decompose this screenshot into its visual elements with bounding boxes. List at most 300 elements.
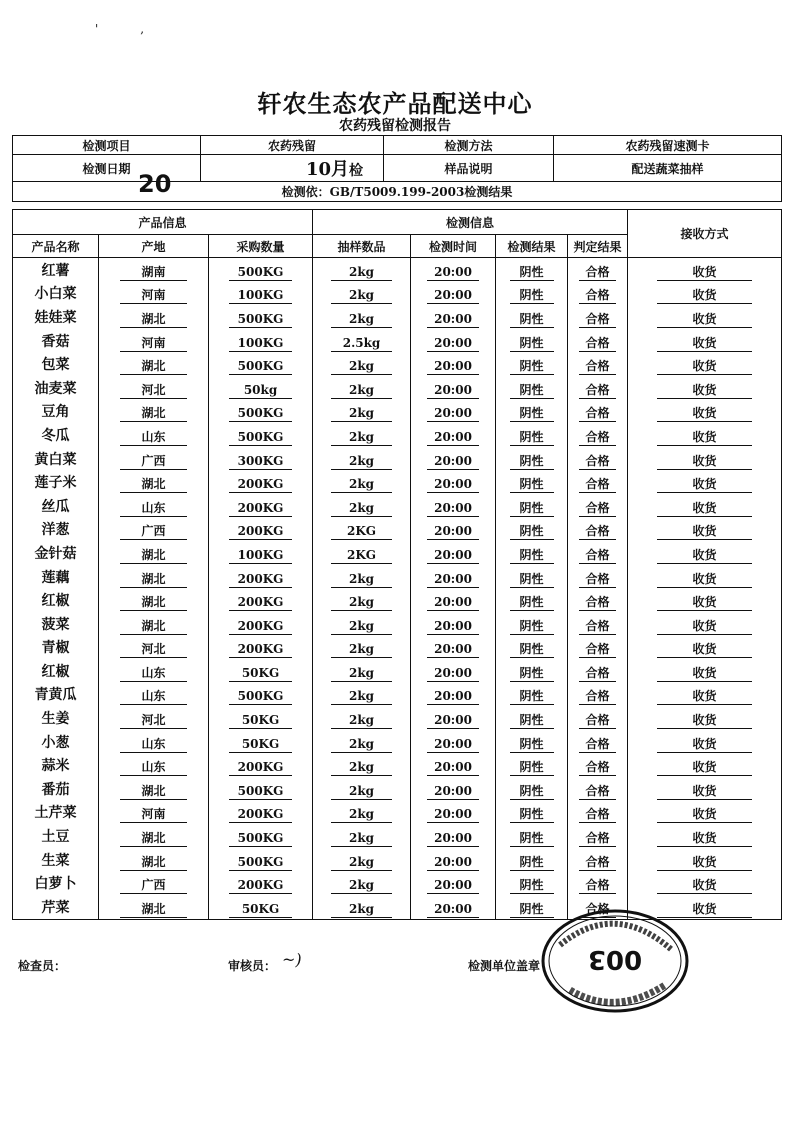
row-test-time — [411, 352, 496, 376]
row-judgement — [568, 305, 628, 329]
row-receive-text: 收货 — [657, 731, 752, 753]
results-table — [12, 209, 782, 920]
row-judgement-text: 合格 — [579, 589, 616, 611]
row-judgement — [568, 565, 628, 589]
row-result — [496, 683, 568, 707]
row-origin — [99, 305, 209, 329]
row-result-text: 阴性 — [510, 566, 554, 588]
row-origin-text: 山东 — [120, 424, 188, 446]
table-row — [13, 305, 782, 329]
row-sample-text: 2kg — [331, 683, 391, 705]
row-receive — [628, 636, 782, 660]
row-result-text: 阴性 — [510, 801, 554, 823]
row-quantity — [209, 871, 313, 895]
row-judgement-text: 合格 — [579, 613, 616, 635]
row-origin-text: 湖北 — [120, 471, 188, 493]
row-sample-text: 2kg — [331, 306, 391, 328]
row-judgement — [568, 470, 628, 494]
row-origin — [99, 706, 209, 730]
row-test-time-text: 20:00 — [427, 542, 479, 564]
row-sample-text: 2kg — [331, 259, 391, 281]
row-test-time — [411, 518, 496, 542]
row-result — [496, 518, 568, 542]
row-receive — [628, 683, 782, 707]
row-sample — [313, 494, 411, 518]
row-judgement — [568, 612, 628, 636]
table-row — [13, 636, 782, 660]
row-origin-text: 广西 — [120, 518, 188, 540]
row-result — [496, 612, 568, 636]
row-sample-text: 2kg — [331, 282, 391, 304]
row-judgement-text: 合格 — [579, 471, 616, 493]
row-judgement-text: 合格 — [579, 683, 616, 705]
group-receive-method: 接收方式 — [628, 210, 782, 258]
row-quantity-text: 500KG — [229, 849, 293, 871]
row-test-time — [411, 541, 496, 565]
row-test-time-text: 20:00 — [427, 330, 479, 352]
seal-number: 003 — [587, 944, 643, 974]
row-test-time-text: 20:00 — [427, 613, 479, 635]
row-judgement — [568, 258, 628, 282]
row-quantity-text: 100KG — [229, 282, 293, 304]
row-judgement-text: 合格 — [579, 731, 616, 753]
row-origin-text: 湖北 — [120, 353, 188, 375]
table-row — [13, 470, 782, 494]
row-sample-text: 2.5kg — [331, 330, 391, 352]
row-product-name: 青椒 — [13, 636, 99, 660]
row-quantity-text: 300KG — [229, 448, 293, 470]
row-result-text: 阴性 — [510, 471, 554, 493]
row-judgement — [568, 777, 628, 801]
row-judgement — [568, 400, 628, 424]
table-row — [13, 447, 782, 471]
row-quantity-text: 500KG — [229, 778, 293, 800]
row-judgement-text: 合格 — [579, 660, 616, 682]
row-receive-text: 收货 — [657, 424, 752, 446]
row-receive-text: 收货 — [657, 448, 752, 470]
row-quantity-text: 500KG — [229, 259, 293, 281]
row-test-time — [411, 305, 496, 329]
row-judgement — [568, 824, 628, 848]
row-receive — [628, 730, 782, 754]
row-quantity-text: 200KG — [229, 566, 293, 588]
row-sample — [313, 352, 411, 376]
col-header-judgement: 判定结果 — [568, 235, 628, 258]
row-origin — [99, 470, 209, 494]
row-quantity-text: 50KG — [229, 896, 293, 918]
reviewer-label: 审核员： — [228, 959, 277, 973]
row-origin — [99, 777, 209, 801]
test-basis: 检测依：GB/T5009.199-2003检测结果 — [13, 182, 782, 202]
row-origin-text: 山东 — [120, 683, 188, 705]
date-value — [201, 155, 384, 182]
row-result-text: 阴性 — [510, 872, 554, 894]
row-receive — [628, 376, 782, 400]
row-quantity-text: 50KG — [229, 731, 293, 753]
row-test-time-text: 20:00 — [427, 518, 479, 540]
row-product-name: 黄白菜 — [13, 447, 99, 471]
row-receive-text: 收货 — [657, 306, 752, 328]
row-judgement-text: 合格 — [579, 377, 616, 399]
table-row — [13, 352, 782, 376]
row-quantity-text: 200KG — [229, 471, 293, 493]
handwritten-year: 20 — [138, 170, 172, 198]
row-receive-text: 收货 — [657, 377, 752, 399]
row-receive-text: 收货 — [657, 613, 752, 635]
table-row — [13, 730, 782, 754]
row-product-name: 包菜 — [13, 352, 99, 376]
row-test-time — [411, 423, 496, 447]
row-receive-text: 收货 — [657, 400, 752, 422]
row-result-text: 阴性 — [510, 400, 554, 422]
row-quantity-text: 100KG — [229, 542, 293, 564]
row-result-text: 阴性 — [510, 589, 554, 611]
row-judgement — [568, 376, 628, 400]
row-result-text: 阴性 — [510, 754, 554, 776]
row-quantity-text: 500KG — [229, 683, 293, 705]
row-quantity — [209, 730, 313, 754]
row-quantity — [209, 258, 313, 282]
row-product-name: 莲藕 — [13, 565, 99, 589]
row-receive — [628, 565, 782, 589]
row-sample-text: 2kg — [331, 377, 391, 399]
row-test-time-text: 20:00 — [427, 778, 479, 800]
row-receive — [628, 352, 782, 376]
row-origin-text: 山东 — [120, 660, 188, 682]
row-result-text: 阴性 — [510, 896, 554, 918]
row-product-name: 小白菜 — [13, 282, 99, 306]
row-quantity — [209, 565, 313, 589]
row-receive-text: 收货 — [657, 707, 752, 729]
row-quantity — [209, 400, 313, 424]
row-judgement-text: 合格 — [579, 448, 616, 470]
row-origin-text: 河北 — [120, 377, 188, 399]
row-origin-text: 湖北 — [120, 613, 188, 635]
row-receive-text: 收货 — [657, 849, 752, 871]
row-receive — [628, 518, 782, 542]
row-origin — [99, 282, 209, 306]
row-result-text: 阴性 — [510, 424, 554, 446]
row-judgement-text: 合格 — [579, 353, 616, 375]
row-quantity — [209, 683, 313, 707]
row-quantity — [209, 447, 313, 471]
row-judgement-text: 合格 — [579, 282, 616, 304]
row-test-time-text: 20:00 — [427, 353, 479, 375]
row-judgement — [568, 541, 628, 565]
row-origin-text: 湖北 — [120, 542, 188, 564]
row-receive — [628, 329, 782, 353]
row-sample-text: 2kg — [331, 778, 391, 800]
row-sample-text: 2kg — [331, 801, 391, 823]
row-sample — [313, 706, 411, 730]
row-sample — [313, 824, 411, 848]
row-judgement — [568, 518, 628, 542]
row-result-text: 阴性 — [510, 377, 554, 399]
row-origin-text: 广西 — [120, 448, 188, 470]
row-quantity — [209, 518, 313, 542]
row-quantity — [209, 801, 313, 825]
scan-specks: ' , — [95, 22, 145, 36]
row-origin — [99, 352, 209, 376]
row-product-name: 青黄瓜 — [13, 683, 99, 707]
row-test-time-text: 20:00 — [427, 282, 479, 304]
row-sample — [313, 612, 411, 636]
row-receive — [628, 400, 782, 424]
row-test-time — [411, 824, 496, 848]
row-sample-text: 2kg — [331, 636, 391, 658]
row-receive — [628, 305, 782, 329]
table-row — [13, 871, 782, 895]
row-judgement — [568, 730, 628, 754]
row-judgement-text: 合格 — [579, 801, 616, 823]
row-product-name: 莲子米 — [13, 470, 99, 494]
row-test-time-text: 20:00 — [427, 377, 479, 399]
date-month: 10月 — [305, 159, 349, 180]
row-receive-text: 收货 — [657, 825, 752, 847]
row-judgement — [568, 659, 628, 683]
row-quantity — [209, 848, 313, 872]
row-test-time — [411, 470, 496, 494]
row-origin — [99, 683, 209, 707]
row-sample — [313, 541, 411, 565]
row-receive — [628, 470, 782, 494]
row-quantity-text: 50kg — [229, 377, 293, 399]
row-origin — [99, 518, 209, 542]
row-receive-text: 收货 — [657, 471, 752, 493]
row-judgement — [568, 447, 628, 471]
row-result — [496, 541, 568, 565]
row-quantity — [209, 636, 313, 660]
row-test-time-text: 20:00 — [427, 872, 479, 894]
row-judgement-text: 合格 — [579, 424, 616, 446]
row-result — [496, 706, 568, 730]
table-row — [13, 541, 782, 565]
table-row — [13, 706, 782, 730]
row-test-time-text: 20:00 — [427, 424, 479, 446]
col-header-quantity: 采购数量 — [209, 235, 313, 258]
row-origin-text: 河北 — [120, 636, 188, 658]
col-header-name: 产品名称 — [13, 235, 99, 258]
row-test-time — [411, 447, 496, 471]
row-test-time — [411, 612, 496, 636]
row-sample-text: 2kg — [331, 613, 391, 635]
row-judgement — [568, 706, 628, 730]
row-result — [496, 282, 568, 306]
row-quantity — [209, 376, 313, 400]
row-product-name: 蒜米 — [13, 753, 99, 777]
row-origin — [99, 848, 209, 872]
row-receive-text: 收货 — [657, 330, 752, 352]
row-sample-text: 2kg — [331, 660, 391, 682]
unit-stamp-label: 检测单位盖章 — [468, 959, 541, 973]
row-judgement-text: 合格 — [579, 825, 616, 847]
row-sample-text: 2kg — [331, 754, 391, 776]
row-test-time-text: 20:00 — [427, 448, 479, 470]
row-judgement — [568, 871, 628, 895]
row-test-time-text: 20:00 — [427, 825, 479, 847]
row-product-name: 豆角 — [13, 400, 99, 424]
row-result — [496, 871, 568, 895]
row-judgement-text: 合格 — [579, 518, 616, 540]
row-origin — [99, 376, 209, 400]
group-product-info: 产品信息 — [13, 210, 313, 235]
row-product-name: 洋葱 — [13, 518, 99, 542]
inspector-label: 检查员： — [18, 959, 67, 973]
row-result-text: 阴性 — [510, 613, 554, 635]
row-sample-text: 2KG — [331, 542, 391, 564]
row-receive-text: 收货 — [657, 353, 752, 375]
row-test-time-text: 20:00 — [427, 801, 479, 823]
row-sample — [313, 895, 411, 919]
row-sample — [313, 871, 411, 895]
row-sample-text: 2kg — [331, 424, 391, 446]
report-header-table — [12, 135, 782, 202]
row-result — [496, 588, 568, 612]
row-test-time-text: 20:00 — [427, 566, 479, 588]
row-judgement — [568, 588, 628, 612]
row-test-time — [411, 376, 496, 400]
row-sample-text: 2kg — [331, 707, 391, 729]
table-row — [13, 565, 782, 589]
row-result — [496, 376, 568, 400]
sample-label: 样品说明 — [384, 155, 554, 182]
row-origin — [99, 423, 209, 447]
table-row — [13, 282, 782, 306]
row-receive — [628, 282, 782, 306]
row-sample-text: 2kg — [331, 353, 391, 375]
row-sample — [313, 753, 411, 777]
row-judgement-text: 合格 — [579, 896, 616, 918]
row-quantity-text: 100KG — [229, 330, 293, 352]
row-quantity — [209, 329, 313, 353]
row-quantity-text: 500KG — [229, 424, 293, 446]
table-row — [13, 777, 782, 801]
row-result-text: 阴性 — [510, 849, 554, 871]
row-result-text: 阴性 — [510, 825, 554, 847]
row-result-text: 阴性 — [510, 707, 554, 729]
row-quantity — [209, 470, 313, 494]
row-origin-text: 河北 — [120, 707, 188, 729]
row-result — [496, 352, 568, 376]
row-receive-text: 收货 — [657, 542, 752, 564]
row-quantity — [209, 659, 313, 683]
row-test-time-text: 20:00 — [427, 660, 479, 682]
row-sample-text: 2kg — [331, 471, 391, 493]
row-result — [496, 753, 568, 777]
row-sample-text: 2kg — [331, 896, 391, 918]
row-origin — [99, 541, 209, 565]
row-receive — [628, 801, 782, 825]
table-row — [13, 801, 782, 825]
row-receive-text: 收货 — [657, 495, 752, 517]
row-sample — [313, 423, 411, 447]
row-quantity — [209, 282, 313, 306]
row-sample — [313, 636, 411, 660]
row-result — [496, 470, 568, 494]
row-quantity-text: 50KG — [229, 660, 293, 682]
row-judgement — [568, 848, 628, 872]
col-header-result: 检测结果 — [496, 235, 568, 258]
row-product-name: 土芹菜 — [13, 801, 99, 825]
row-receive-text: 收货 — [657, 683, 752, 705]
row-origin — [99, 659, 209, 683]
row-result — [496, 824, 568, 848]
row-product-name: 冬瓜 — [13, 423, 99, 447]
row-sample — [313, 447, 411, 471]
row-product-name: 红椒 — [13, 588, 99, 612]
row-sample — [313, 730, 411, 754]
row-result — [496, 659, 568, 683]
row-judgement — [568, 352, 628, 376]
row-result-text: 阴性 — [510, 448, 554, 470]
row-sample — [313, 518, 411, 542]
row-origin-text: 湖北 — [120, 589, 188, 611]
row-origin-text: 河南 — [120, 282, 188, 304]
row-test-time-text: 20:00 — [427, 754, 479, 776]
row-quantity-text: 500KG — [229, 353, 293, 375]
table-row — [13, 683, 782, 707]
row-origin — [99, 447, 209, 471]
row-test-time — [411, 565, 496, 589]
row-receive — [628, 706, 782, 730]
row-judgement-text: 合格 — [579, 754, 616, 776]
row-result-text: 阴性 — [510, 518, 554, 540]
row-judgement — [568, 683, 628, 707]
row-sample-text: 2kg — [331, 849, 391, 871]
row-product-name: 油麦菜 — [13, 376, 99, 400]
sample-value: 配送蔬菜抽样 — [554, 155, 782, 182]
row-receive — [628, 871, 782, 895]
row-receive — [628, 824, 782, 848]
row-result — [496, 777, 568, 801]
row-origin — [99, 801, 209, 825]
row-receive — [628, 612, 782, 636]
row-test-time — [411, 753, 496, 777]
row-test-time — [411, 636, 496, 660]
row-result — [496, 636, 568, 660]
row-product-name: 丝瓜 — [13, 494, 99, 518]
row-product-name: 芹菜 — [13, 895, 99, 919]
method-label: 检测方法 — [384, 136, 554, 155]
row-origin — [99, 871, 209, 895]
row-quantity-text: 200KG — [229, 754, 293, 776]
row-sample — [313, 565, 411, 589]
table-row — [13, 329, 782, 353]
row-origin — [99, 824, 209, 848]
row-receive-text: 收货 — [657, 896, 752, 918]
row-judgement-text: 合格 — [579, 330, 616, 352]
row-receive — [628, 541, 782, 565]
row-origin — [99, 895, 209, 919]
row-quantity — [209, 494, 313, 518]
row-receive — [628, 588, 782, 612]
row-receive — [628, 447, 782, 471]
row-result — [496, 258, 568, 282]
row-sample-text: 2kg — [331, 400, 391, 422]
row-sample — [313, 588, 411, 612]
row-origin — [99, 400, 209, 424]
row-origin-text: 山东 — [120, 495, 188, 517]
row-sample — [313, 659, 411, 683]
row-quantity — [209, 305, 313, 329]
row-product-name: 金针菇 — [13, 541, 99, 565]
row-receive-text: 收货 — [657, 754, 752, 776]
row-judgement — [568, 801, 628, 825]
row-receive — [628, 777, 782, 801]
row-result-text: 阴性 — [510, 542, 554, 564]
row-result-text: 阴性 — [510, 353, 554, 375]
table-row — [13, 612, 782, 636]
